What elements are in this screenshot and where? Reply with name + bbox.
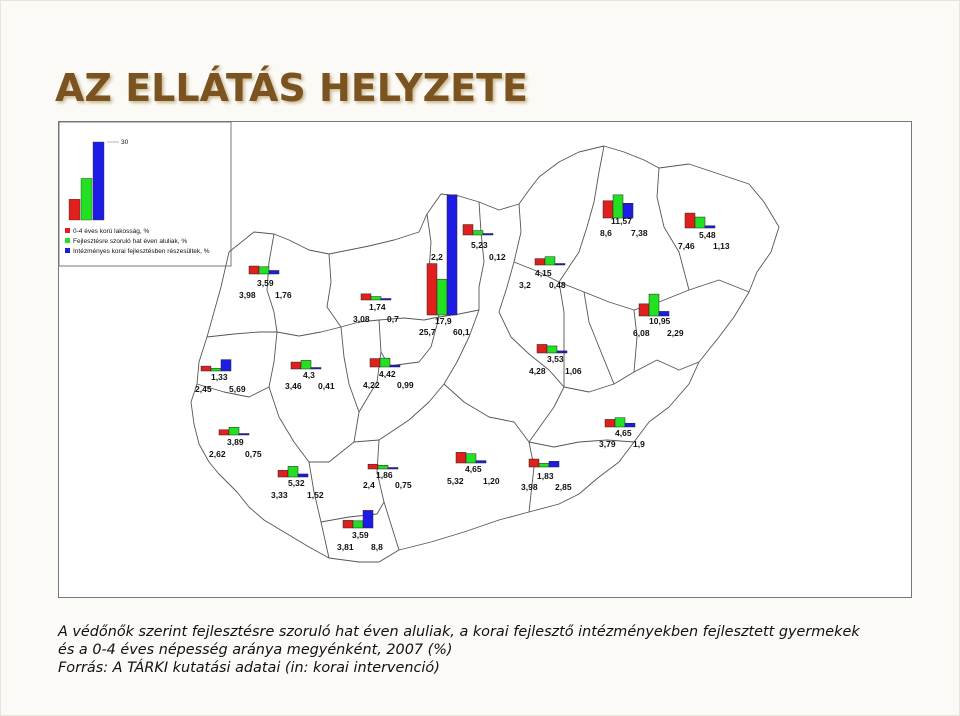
region-4-value-3: 0,48 — [549, 280, 566, 290]
region-18-value-2: 3,59 — [352, 530, 369, 540]
county-line-8 — [559, 146, 604, 282]
region-6 — [678, 213, 730, 251]
region-2-value-1: 25,7 — [419, 327, 436, 337]
county-line-6 — [479, 202, 484, 310]
region-14-bar-1 — [288, 466, 298, 477]
region-15 — [363, 464, 412, 490]
region-1 — [353, 294, 399, 324]
region-9-bars — [291, 360, 321, 369]
region-8-bar-2 — [221, 360, 231, 371]
region-12 — [209, 427, 262, 459]
region-3 — [431, 225, 506, 262]
region-15-bar-1 — [378, 465, 388, 469]
region-4 — [519, 257, 566, 290]
legend-scale-label: 30 — [121, 139, 129, 146]
region-0-value-3: 1,76 — [275, 290, 292, 300]
region-11-value-3: 1,06 — [565, 366, 582, 376]
region-10-bar-2 — [390, 365, 400, 367]
region-3-value-3: 0,12 — [489, 252, 506, 262]
region-7-value-2: 10,95 — [649, 316, 671, 326]
region-8-bars — [201, 360, 231, 371]
caption-line-3: Forrás: A TÁRKI kutatási adatai (in: korai intervenció) — [58, 660, 440, 676]
region-16-bar-2 — [476, 461, 486, 463]
region-4-bar-0 — [535, 259, 545, 265]
region-3-bars — [463, 225, 493, 235]
region-18 — [337, 510, 383, 552]
region-18-bar-1 — [353, 521, 363, 528]
region-11-bar-0 — [537, 344, 547, 353]
slide-title: AZ ELLÁTÁS HELYZETE — [55, 66, 528, 110]
region-13-bar-2 — [625, 423, 635, 427]
region-17-value-2: 1,83 — [537, 471, 554, 481]
region-4-bar-2 — [555, 264, 565, 266]
region-12-bar-1 — [229, 427, 239, 435]
region-16-value-1: 5,32 — [447, 476, 464, 486]
county-line-25 — [321, 502, 384, 522]
region-5 — [600, 195, 648, 238]
region-13-value-1: 3,79 — [599, 439, 616, 449]
region-10-value-3: 0,99 — [397, 380, 414, 390]
region-4-bar-1 — [545, 257, 555, 265]
region-1-bar-0 — [361, 294, 371, 300]
region-14-bar-2 — [298, 474, 308, 477]
region-9-value-1: 3,46 — [285, 381, 302, 391]
county-line-13 — [269, 387, 379, 462]
region-15-value-2: 1,86 — [376, 470, 393, 480]
region-14-value-1: 3,33 — [271, 490, 288, 500]
region-1-value-2: 1,74 — [369, 302, 386, 312]
region-0-value-2: 3,59 — [257, 278, 274, 288]
region-15-bar-2 — [388, 468, 398, 470]
region-12-bar-2 — [239, 434, 249, 436]
region-10-bars — [370, 358, 400, 367]
region-15-value-3: 0,75 — [395, 480, 412, 490]
county-line-10 — [657, 168, 689, 290]
region-2-bar-0 — [427, 264, 437, 315]
region-16-bar-1 — [466, 454, 476, 463]
region-1-value-3: 0,7 — [387, 314, 399, 324]
region-18-bar-0 — [343, 520, 353, 528]
caption-line-1: A védőnők szerint fejlesztésre szoruló hat éven aluliak, a korai fejlesztő intézményekben fejlesztett gyermekek — [58, 624, 860, 640]
region-8-value-3: 5,69 — [229, 384, 246, 394]
region-15-bars — [368, 464, 398, 469]
region-7-bar-0 — [639, 304, 649, 316]
region-7-bar-1 — [649, 294, 659, 316]
region-2-bar-1 — [437, 279, 447, 315]
legend-bar-1 — [81, 178, 92, 220]
region-5-value-3: 7,38 — [631, 228, 648, 238]
region-4-value-2: 4,15 — [535, 268, 552, 278]
legend-swatch-1 — [65, 238, 70, 243]
region-3-value-2: 2,2 — [431, 252, 443, 262]
region-8-value-1: 2,45 — [195, 384, 212, 394]
legend-bar-2 — [93, 142, 104, 220]
region-1-value-1: 3,08 — [353, 314, 370, 324]
region-17-bar-0 — [529, 459, 539, 467]
region-9-value-3: 0,41 — [318, 381, 335, 391]
region-10-bar-0 — [370, 359, 380, 367]
caption — [58, 623, 938, 677]
county-line-20 — [634, 310, 637, 372]
region-1-bar-1 — [371, 297, 381, 300]
region-14-value-2: 5,32 — [288, 478, 305, 488]
region-12-value-1: 2,62 — [209, 449, 226, 459]
region-17-bar-1 — [539, 463, 549, 467]
region-5-bars — [603, 195, 633, 218]
region-9 — [285, 360, 335, 391]
region-7-bars — [639, 294, 669, 316]
region-16-bars — [456, 452, 486, 463]
region-10-value-1: 4,22 — [363, 380, 380, 390]
region-10 — [363, 358, 414, 390]
legend-entry-2 — [65, 248, 210, 255]
legend-entry-1 — [65, 238, 187, 245]
region-18-value-3: 8,8 — [371, 542, 383, 552]
region-14-bars — [278, 466, 308, 477]
region-12-bar-0 — [219, 430, 229, 435]
region-6-value-2: 5,48 — [699, 230, 716, 240]
region-6-bar-2 — [705, 226, 715, 228]
region-7-value-3: 2,29 — [667, 328, 684, 338]
legend-entry-0 — [65, 228, 149, 235]
region-18-value-1: 3,81 — [337, 542, 354, 552]
region-17-value-3: 2,85 — [555, 482, 572, 492]
county-line-3 — [327, 254, 341, 327]
region-15-bar-0 — [368, 464, 378, 469]
region-18-bar-2 — [363, 510, 373, 528]
region-17-bar-2 — [549, 461, 559, 467]
region-17 — [521, 459, 572, 492]
region-11-bars — [537, 344, 567, 353]
region-14 — [271, 466, 324, 500]
region-13-bars — [605, 418, 635, 427]
region-15-value-1: 2,4 — [363, 480, 375, 490]
region-0-bar-0 — [249, 266, 259, 274]
region-0-bar-1 — [259, 267, 269, 274]
region-12-value-2: 3,89 — [227, 437, 244, 447]
legend-swatch-2 — [65, 248, 70, 253]
county-line-12 — [341, 327, 359, 442]
region-4-bars — [535, 257, 565, 265]
region-0-bars — [249, 266, 279, 274]
region-6-bars — [685, 213, 715, 228]
region-8-bar-0 — [201, 366, 211, 371]
region-16-bar-0 — [456, 452, 466, 463]
region-3-bar-1 — [473, 231, 483, 235]
region-16 — [447, 452, 500, 486]
map-panel — [58, 121, 912, 598]
region-3-bar-0 — [463, 225, 473, 235]
region-16-value-3: 1,20 — [483, 476, 500, 486]
hungary-county-map — [59, 122, 911, 597]
region-11-bar-2 — [557, 351, 567, 353]
region-10-value-2: 4,42 — [379, 369, 396, 379]
region-1-bars — [361, 294, 391, 300]
region-9-bar-2 — [311, 368, 321, 370]
region-17-value-1: 3,98 — [521, 482, 538, 492]
region-12-value-3: 0,75 — [245, 449, 262, 459]
region-14-value-3: 1,52 — [307, 490, 324, 500]
legend-label-0: 0-4 éves korú lakosság, % — [73, 228, 150, 235]
region-6-bar-1 — [695, 217, 705, 228]
legend-label-2: Intézményes korai fejlesztésben részesültek, % — [73, 248, 210, 255]
county-line-22 — [584, 292, 614, 384]
region-9-bar-1 — [301, 360, 311, 369]
region-16-value-2: 4,65 — [465, 464, 482, 474]
region-10-bar-1 — [380, 358, 390, 367]
region-5-bar-1 — [613, 195, 623, 218]
region-6-value-1: 7,46 — [678, 241, 695, 251]
region-2-value-2: 17,9 — [435, 316, 452, 326]
region-3-value-1: 5,23 — [471, 240, 488, 250]
region-11-value-1: 4,28 — [529, 366, 546, 376]
region-2-value-3: 60,1 — [453, 327, 470, 337]
region-0 — [239, 266, 292, 300]
county-line-23 — [377, 440, 399, 550]
region-11-value-2: 3,53 — [547, 354, 564, 364]
region-13-bar-1 — [615, 418, 625, 427]
region-18-bars — [343, 510, 373, 528]
region-6-bar-0 — [685, 213, 695, 228]
region-13-value-2: 4,65 — [615, 428, 632, 438]
region-0-value-1: 3,98 — [239, 290, 256, 300]
region-0-bar-2 — [269, 270, 279, 274]
legend-label-1: Fejlesztésre szoruló hat éven aluliak, % — [73, 238, 188, 245]
region-8-bar-1 — [211, 368, 221, 371]
region-13-value-3: 1,9 — [633, 439, 645, 449]
region-17-bars — [529, 459, 559, 467]
region-13-bar-0 — [605, 419, 615, 427]
county-line-17 — [444, 384, 534, 512]
region-2-bar-2 — [447, 195, 457, 315]
region-5-value-1: 8,6 — [600, 228, 612, 238]
legend — [59, 122, 231, 266]
region-11-bar-1 — [547, 346, 557, 353]
region-7-value-1: 6,08 — [633, 328, 650, 338]
county-bar-groups — [195, 195, 730, 552]
region-1-bar-2 — [381, 299, 391, 301]
legend-bar-0 — [69, 199, 80, 220]
region-13 — [599, 418, 645, 449]
county-line-24 — [309, 462, 329, 558]
region-6-value-3: 1,13 — [713, 241, 730, 251]
region-9-bar-0 — [291, 362, 301, 369]
region-4-value-1: 3,2 — [519, 280, 531, 290]
region-2 — [419, 195, 470, 337]
county-line-19 — [564, 360, 699, 392]
county-line-21 — [529, 440, 634, 447]
region-14-bar-0 — [278, 470, 288, 477]
region-12-bars — [219, 427, 249, 435]
region-9-value-2: 4,3 — [303, 370, 315, 380]
caption-line-2: és a 0-4 éves népesség aránya megyénként, 2007 (%) — [58, 642, 453, 658]
region-7 — [633, 294, 684, 338]
region-3-bar-2 — [483, 234, 493, 236]
region-8-value-2: 1,33 — [211, 372, 228, 382]
region-5-value-2: 11,57 — [611, 216, 632, 226]
legend-swatch-0 — [65, 228, 70, 233]
region-8 — [195, 360, 246, 394]
